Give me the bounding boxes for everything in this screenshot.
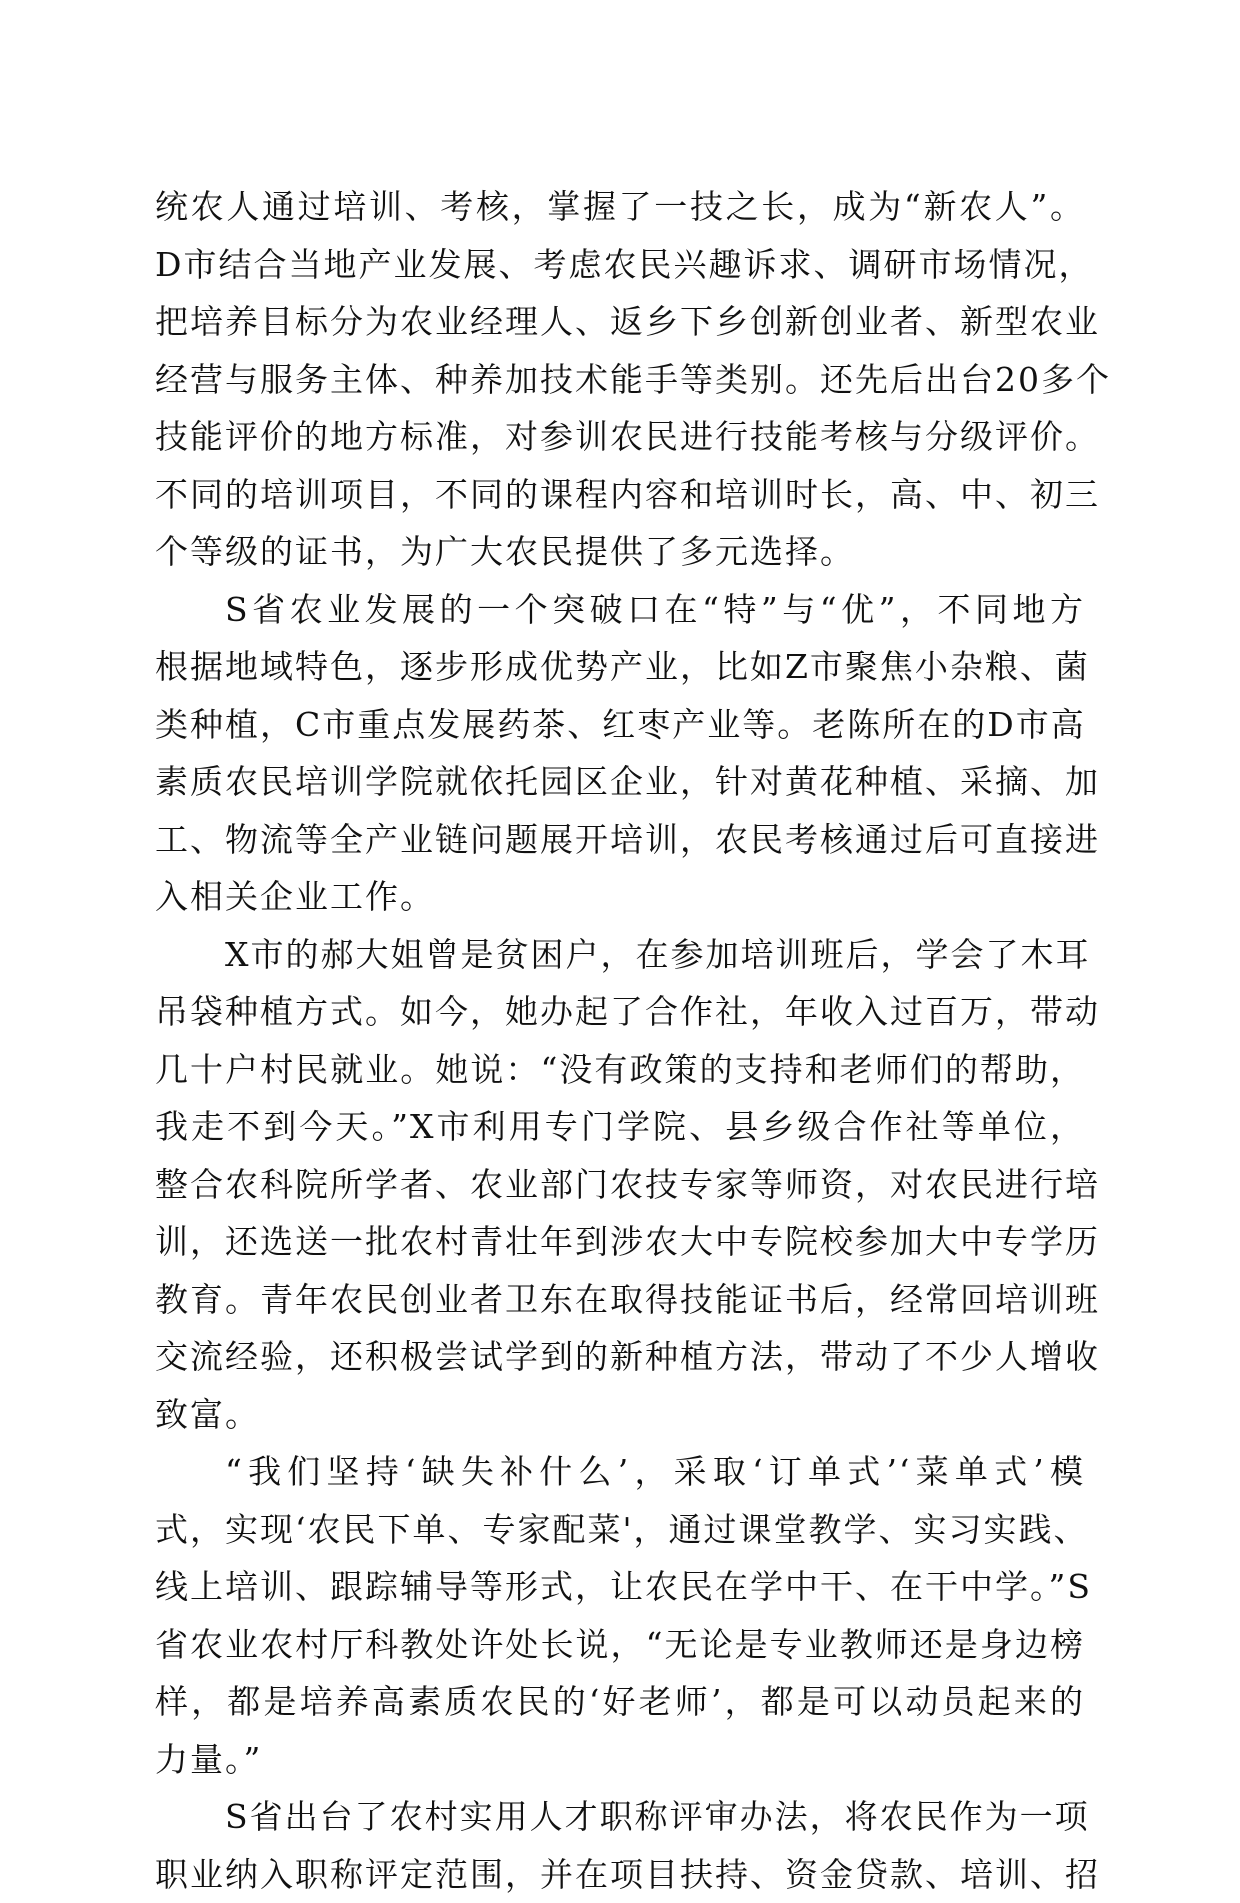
text-line: 教育。青年农民创业者卫东在取得技能证书后，经常回培训班 [155,1271,1085,1329]
text-line: 训，还选送一批农村青壮年到涉农大中专院校参加大中专学历 [155,1213,1085,1271]
text-line: S省出台了农村实用人才职称评审办法，将农民作为一项 [155,1788,1085,1846]
text-line: “我们坚持‘缺失补什么’，采取‘订单式’‘菜单式’模 [155,1443,1085,1501]
text-line: D市结合当地产业发展、考虑农民兴趣诉求、调研市场情况， [155,236,1085,294]
text-line: 样，都是培养高素质农民的‘好老师’，都是可以动员起来的 [155,1673,1085,1731]
text-line: 类种植，C市重点发展药茶、红枣产业等。老陈所在的D市高 [155,696,1085,754]
text-line: 省农业农村厅科教处许处长说，“无论是专业教师还是身边榜 [155,1616,1085,1674]
body-text [155,178,1085,1903]
text-line: 技能评价的地方标准，对参训农民进行技能考核与分级评价。 [155,408,1085,466]
text-line: 不同的培训项目，不同的课程内容和培训时长，高、中、初三 [155,466,1085,524]
text-line: 线上培训、跟踪辅导等形式，让农民在学中干、在干中学。”S [155,1558,1085,1616]
text-line: 整合农科院所学者、农业部门农技专家等师资，对农民进行培 [155,1156,1085,1214]
text-line: 式，实现‘农民下单、专家配菜'，通过课堂教学、实习实践、 [155,1501,1085,1559]
text-line: 统农人通过培训、考核，掌握了一技之长，成为“新农人”。 [155,178,1085,236]
text-line: 根据地域特色，逐步形成优势产业，比如Z市聚焦小杂粮、菌 [155,638,1085,696]
text-line: 把培养目标分为农业经理人、返乡下乡创新创业者、新型农业 [155,293,1085,351]
text-line: X市的郝大姐曾是贫困户，在参加培训班后，学会了木耳 [155,926,1085,984]
text-line: 我走不到今天。”X市利用专门学院、县乡级合作社等单位， [155,1098,1085,1156]
text-line: 职业纳入职称评定范围，并在项目扶持、资金贷款、培训、招 [155,1846,1085,1903]
text-line: 工、物流等全产业链问题展开培训，农民考核通过后可直接进 [155,811,1085,869]
text-line: 交流经验，还积极尝试学到的新种植方法，带动了不少人增收 [155,1328,1085,1386]
text-line: 几十户村民就业。她说：“没有政策的支持和老师们的帮助， [155,1041,1085,1099]
text-line: 素质农民培训学院就依托园区企业，针对黄花种植、采摘、加 [155,753,1085,811]
text-line: 吊袋种植方式。如今，她办起了合作社，年收入过百万，带动 [155,983,1085,1041]
text-line: 经营与服务主体、种养加技术能手等类别。还先后出台20多个 [155,351,1085,409]
text-line: 入相关企业工作。 [155,868,1085,926]
text-line: 个等级的证书，为广大农民提供了多元选择。 [155,523,1085,581]
text-line: 致富。 [155,1386,1085,1444]
text-line: S省农业发展的一个突破口在“特”与“优”，不同地方 [155,581,1085,639]
text-line: 力量。” [155,1731,1085,1789]
